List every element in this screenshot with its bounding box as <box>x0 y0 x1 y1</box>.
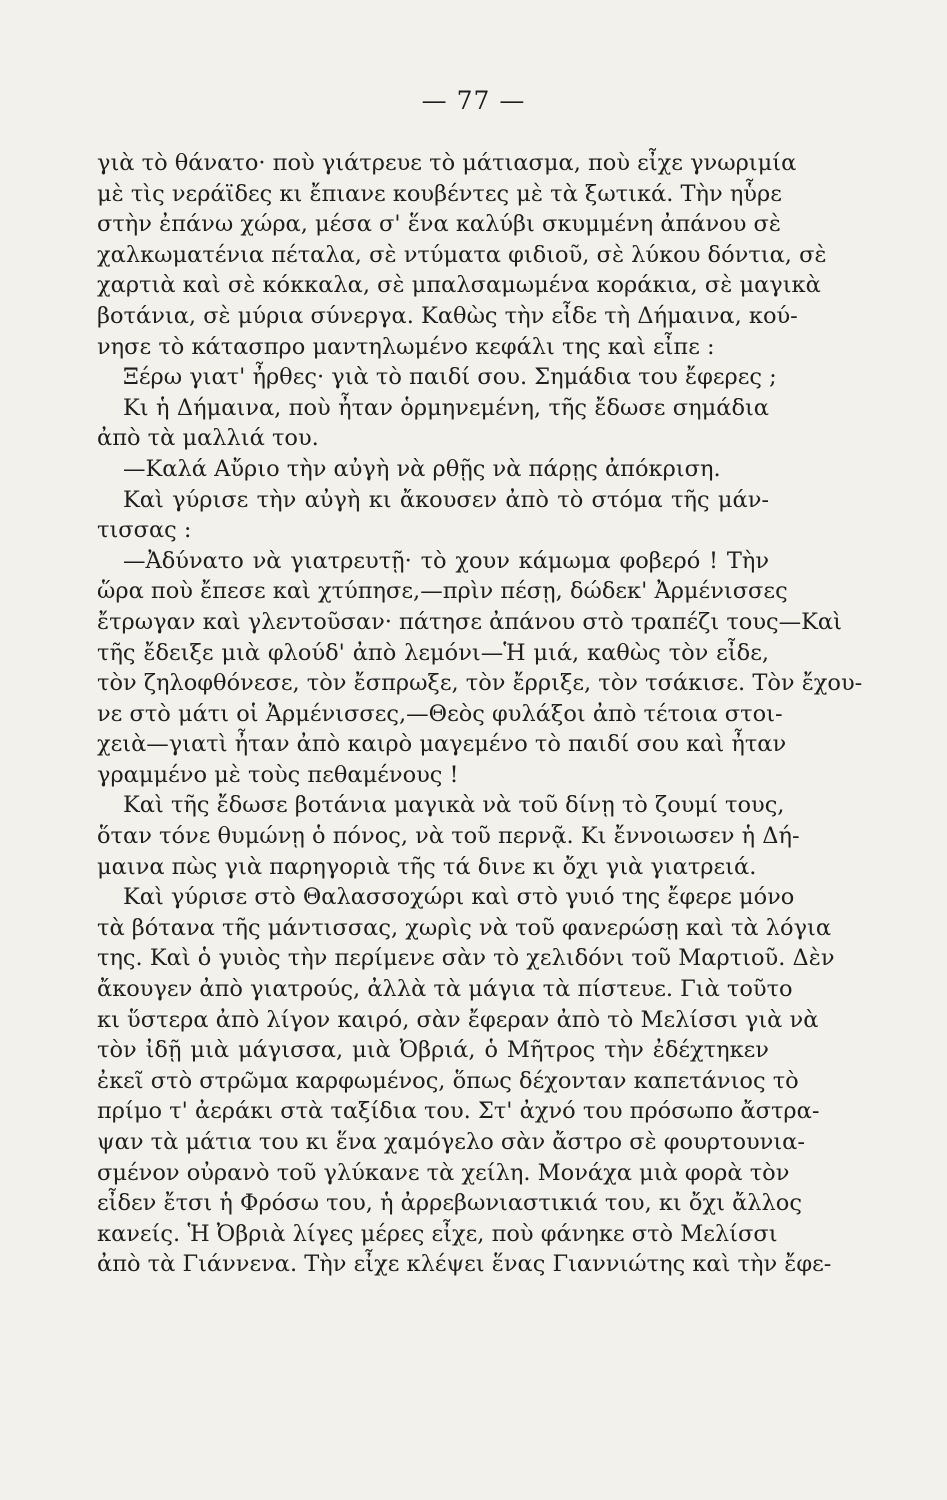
text-line: —Καλά Αὔριο τὴν αὐγὴ νὰ ρθῇς νὰ πάρῃς ἀπόκριση. <box>123 455 721 482</box>
text-line: Ξέρω γιατ' ἦρθες· γιὰ τὸ παιδί σου. Σημάδια του ἔφερες ; <box>123 364 777 391</box>
text-line: Καὶ τῆς ἔδωσε βοτάνια μαγικὰ νὰ τοῦ δίνῃ τὸ ζουμί τους, <box>123 792 785 819</box>
text-line: ἀπὸ τὰ Γιάννενα. Τὴν εἶχε κλέψει ἕνας Γιαννιώτης καὶ τὴν ἔφε- <box>97 1251 832 1278</box>
text-line: ὅταν τόνε θυμώνῃ ὁ πόνος, νὰ τοῦ περνᾷ. Κι ἔννοιωσεν ἡ Δή- <box>97 823 800 850</box>
text-line: βοτάνια, σὲ μύρια σύνεργα. Καθὼς τὴν εἶδε τὴ Δήμαινα, κού- <box>97 302 798 329</box>
text-line: τισσας : <box>97 517 192 544</box>
text-line: νε στὸ μάτι οἱ Ἀρμένισσες,—Θεὸς φυλάξοι ἀπὸ τέτοια στοι- <box>97 700 783 727</box>
text-line: της. Καὶ ὁ γυιὸς τὴν περίμενε σὰν τὸ χελιδόνι τοῦ Μαρτιοῦ. Δὲν <box>97 945 835 972</box>
text-line: —Ἀδύνατο νὰ γιατρευτῇ· τὸ χουν κάμωμα φοβερό ! Τὴν <box>123 547 769 574</box>
text-line: γιὰ τὸ θάνατο· ποὺ γιάτρευε τὸ μάτιασμα, ποὺ εἶχε γνωριμία <box>97 150 797 176</box>
text-line: νησε τὸ κάτασπρο μαντηλωμένο κεφάλι της καὶ εἶπε : <box>97 333 715 360</box>
text-line: μὲ τὶς νεράϊδες κι ἔπιανε κουβέντες μὲ τὰ ξωτικά. Τὴν ηὗρε <box>97 180 782 207</box>
text-line: τὸν ἰδῇ μιὰ μάγισσα, μιὰ Ὀβριά, ὁ Μῆτρος τὴν ἐδέχτηκεν <box>97 1037 769 1064</box>
text-line: γραμμένο μὲ τοὺς πεθαμένους ! <box>97 761 459 788</box>
text-line: χειὰ—γιατὶ ἦταν ἀπὸ καιρὸ μαγεμένο τὸ παιδί σου καὶ ἦταν <box>97 731 787 758</box>
text-line: ἄκουγεν ἀπὸ γιατρούς, ἀλλὰ τὰ μάγια τὰ πίστευε. Γιὰ τοῦτο <box>97 976 793 1003</box>
text-line: ὥρα ποὺ ἔπεσε καὶ χτύπησε,—πρὶν πέσῃ, δώδεκ' Ἀρμένισσες <box>97 578 788 605</box>
text-line: ψαν τὰ μάτια του κι ἕνα χαμόγελο σὰν ἄστρο σὲ φουρτουνια- <box>97 1129 805 1155</box>
text-line: τὸν ζηλοφθόνεσε, τὸν ἔσπρωξε, τὸν ἔρριξε, τὸν τσάκισε. Τὸν ἔχου- <box>97 670 863 697</box>
text-line: ἐκεῖ στὸ στρῶμα καρφωμένος, ὅπως δέχονταν καπετάνιος τὸ <box>97 1067 799 1094</box>
text-line: χαρτιὰ καὶ σὲ κόκκαλα, σὲ μπαλσαμωμένα κοράκια, σὲ μαγικὰ <box>97 272 821 299</box>
text-line: εἶδεν ἔτσι ἡ Φρόσω του, ἡ ἀρρεβωνιαστικιά του, κι ὄχι ἄλλος <box>97 1190 802 1217</box>
text-line: χαλκωματένια πέταλα, σὲ ντύματα φιδιοῦ, σὲ λύκου δόντια, σὲ <box>97 241 827 268</box>
text-line: μαινα πὼς γιὰ παρηγοριὰ τῆς τά δινε κι ὄχι γιὰ γιατρειά. <box>97 853 757 880</box>
text-line: τὰ βότανα τῆς μάντισσας, χωρὶς νὰ τοῦ φανερώσῃ καὶ τὰ λόγια <box>97 914 832 941</box>
text-line: σμένον οὐρανὸ τοῦ γλύκανε τὰ χείλη. Μονάχα μιὰ φορὰ τὸν <box>97 1159 790 1186</box>
text-line: πρίμο τ' ἀεράκι στὰ ταξίδια του. Στ' ἀχνό του πρόσωπο ἄστρα- <box>97 1098 820 1125</box>
text-line: στὴν ἐπάνω χώρα, μέσα σ' ἕνα καλύβι σκυμμένη ἀπάνου σὲ <box>97 211 781 238</box>
text-line: κανείς. Ἡ Ὀβριὰ λίγες μέρες εἶχε, ποὺ φάνηκε στὸ Μελίσσι <box>97 1220 778 1247</box>
text-line: ἔτρωγαν καὶ γλεντοῦσαν· πάτησε ἀπάνου στὸ τραπέζι τους—Καὶ <box>97 608 842 635</box>
text-line: κι ὕστερα ἀπὸ λίγον καιρό, σὰν ἔφεραν ἀπὸ τὸ Μελίσσι γιὰ νὰ <box>97 1006 819 1033</box>
text-line: Κι ἡ Δήμαινα, ποὺ ἦταν ὁρμηνεμένη, τῆς ἔδωσε σημάδια <box>123 394 769 421</box>
body-text <box>97 148 863 1280</box>
page-number: — 77 — <box>421 86 526 115</box>
text-line: Καὶ γύρισε στὸ Θαλασσοχώρι καὶ στὸ γυιό της ἔφερε μόνο <box>123 884 795 911</box>
text-line: Καὶ γύρισε τὴν αὐγὴ κι ἄκουσεν ἀπὸ τὸ στόμα τῆς μάν- <box>123 486 769 513</box>
text-line: τῆς ἔδειξε μιὰ φλούδ' ἀπὸ λεμόνι—Ἡ μιά, καθὼς τὸν εἶδε, <box>97 639 769 666</box>
text-line: ἀπὸ τὰ μαλλιά του. <box>97 425 319 452</box>
